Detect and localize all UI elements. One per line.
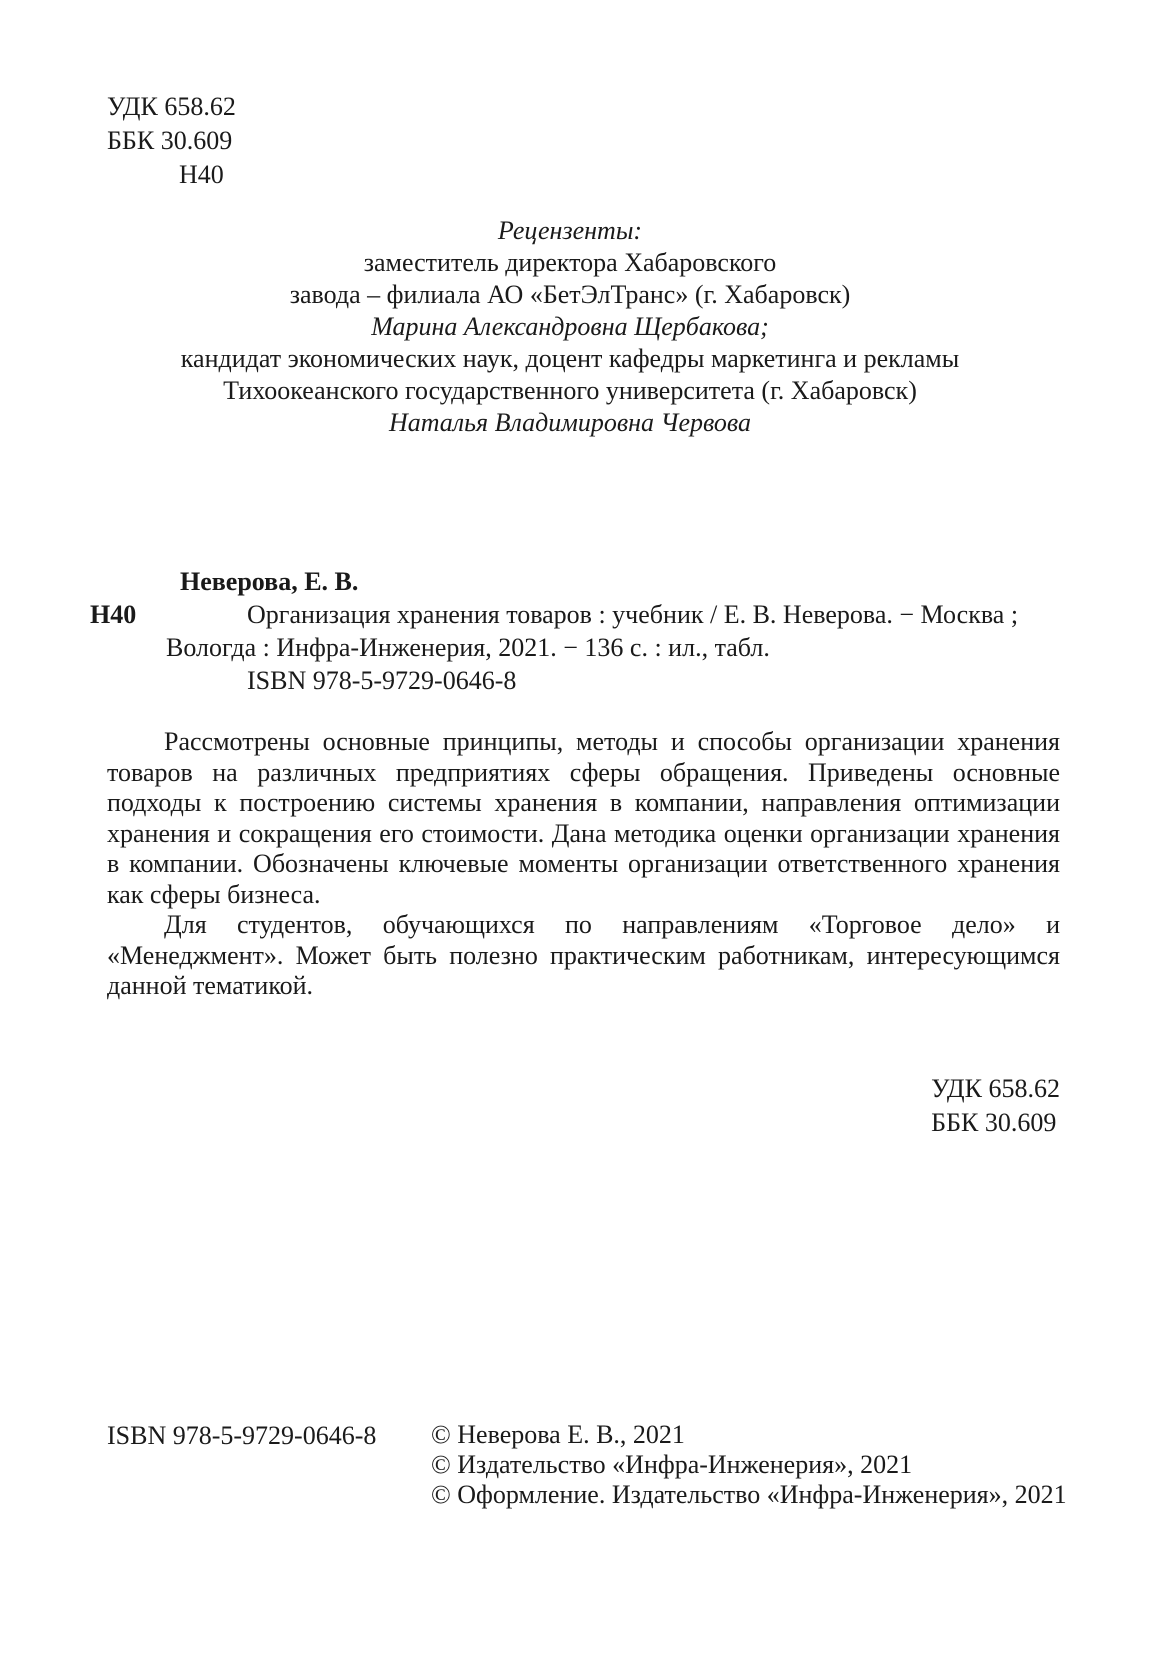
bbk-code: ББК 30.609 — [107, 126, 233, 155]
bibliographic-record — [90, 565, 1060, 697]
author-mark: Н40 — [179, 160, 224, 189]
record-publication-line: Вологда : Инфра-Инженерия, 2021. − 136 с. : ил., табл. — [166, 633, 770, 662]
annotation-paragraph: Рассмотрены основные принципы, методы и способы организации хранения товаров на различных предприятиях сферы обращения. Приведены основные подходы к построению системы хранения в компании, направления оптимизации хранения и сокращения его стоимости. Дана методика оценки организации хранения в компании. Обозначены ключевые моменты организации ответственного хранения как сферы бизнеса. — [107, 727, 1060, 909]
reviewers-heading: Рецензенты: — [497, 216, 643, 245]
footer-isbn: ISBN 978-5-9729-0646-8 — [107, 1421, 377, 1450]
reviewer-1-name: Марина Александровна Щербакова; — [371, 312, 769, 341]
copyright-design: © Оформление. Издательство «Инфра-Инженерия», 2021 — [431, 1480, 1067, 1509]
udk-code-bottom: УДК 658.62 — [931, 1074, 1060, 1103]
record-author: Неверова, Е. В. — [180, 567, 359, 596]
annotation-paragraph-audience: Для студентов, обучающихся по направлениям «Торговое дело» и «Менеджмент». Может быть полезно практическим работникам, интересующимся данной тематикой. — [107, 910, 1060, 1000]
record-isbn: ISBN 978-5-9729-0646-8 — [247, 666, 517, 695]
reviewer-2-position: кандидат экономических наук, доцент кафедры маркетинга и рекламы — [180, 344, 960, 373]
reviewer-1-organization: завода – филиала АО «БетЭлТранс» (г. Хабаровск) — [289, 280, 851, 309]
reviewer-2-organization: Тихоокеанского государственного университета (г. Хабаровск) — [223, 376, 917, 405]
reviewers-block — [120, 215, 1020, 439]
copyright-publisher: © Издательство «Инфра-Инженерия», 2021 — [431, 1450, 913, 1479]
copyright-block — [431, 1420, 1067, 1510]
copyright-author: © Неверова Е. В., 2021 — [431, 1420, 685, 1449]
annotation — [107, 727, 1060, 1002]
record-title-line: Организация хранения товаров : учебник / Е. В. Неверова. − Москва ; — [247, 600, 1019, 629]
bottom-classification — [931, 1072, 1060, 1140]
bbk-code-bottom: ББК 30.609 — [931, 1108, 1057, 1137]
record-author-mark: Н40 — [90, 600, 137, 629]
top-classification — [107, 90, 236, 192]
udk-code: УДК 658.62 — [107, 92, 236, 121]
reviewer-2-name: Наталья Владимировна Червова — [388, 408, 752, 437]
reviewer-1-position: заместитель директора Хабаровского — [363, 248, 777, 277]
